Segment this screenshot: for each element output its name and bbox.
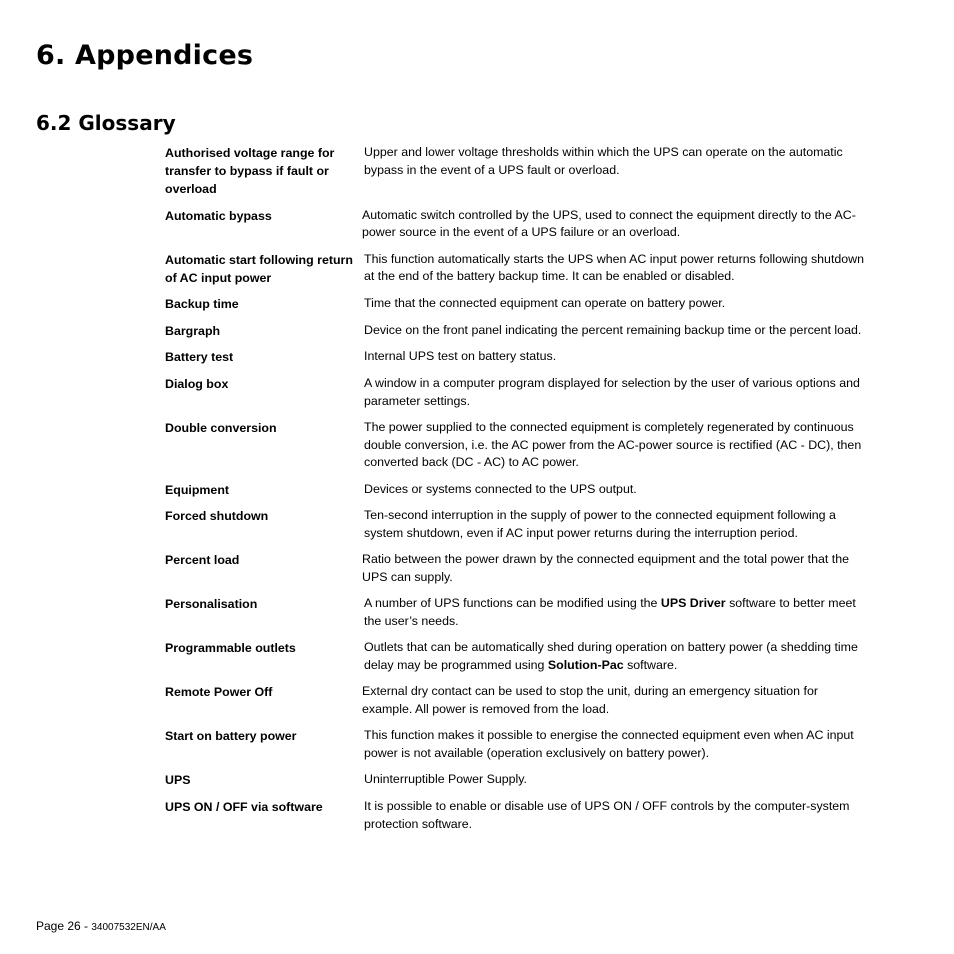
glossary-definition: The power supplied to the connected equipment is completely regenerated by continuous double conversion, i.e. the AC power from the AC-power source is rectified (AC - DC), then converted back (DC - AC) to AC power. [364, 419, 862, 470]
glossary-entry-battery-test [165, 348, 885, 366]
glossary-entry-ups [165, 771, 885, 789]
glossary-definition: This function automatically starts the UPS when AC input power returns following shutdown at the end of the battery backup time. It can be enabled or disabled. [364, 251, 865, 284]
document-reference: 34007532EN/AA [91, 922, 166, 933]
glossary-definition: External dry contact can be used to stop the unit, during an emergency situation for example. All power is removed from the load. [362, 684, 818, 716]
definition-text: software. [623, 657, 678, 672]
page-footer [36, 918, 166, 936]
glossary-term: Automatic start following return of AC input power [165, 252, 353, 285]
glossary-entry-programmable-outlets [165, 639, 885, 674]
glossary-term: Backup time [165, 297, 239, 312]
glossary-definition: Time that the connected equipment can operate on battery power. [364, 296, 726, 311]
glossary-term: Forced shutdown [165, 509, 269, 524]
glossary-term: Equipment [165, 482, 230, 497]
glossary-term: Remote Power Off [165, 685, 273, 700]
definition-text: A number of UPS functions can be modified using the [364, 596, 661, 611]
glossary-term: Personalisation [165, 597, 258, 612]
software-name: Solution-Pac [547, 657, 624, 672]
glossary-list [165, 144, 885, 842]
glossary-definition: Ten-second interruption in the supply of power to the connected equipment following a system shutdown, even if AC input power returns during the interruption period. [364, 508, 836, 540]
software-name: UPS Driver [660, 596, 726, 611]
glossary-entry-bargraph [165, 322, 885, 340]
glossary-entry-authorised-voltage-range [165, 144, 885, 198]
definition-text: Outlets that can be automatically shed during operation on battery power (a shedding time delay may be programmed using [364, 640, 858, 672]
glossary-definition: Uninterruptible Power Supply. [364, 772, 527, 787]
glossary-term: Bargraph [165, 323, 221, 338]
glossary-term: Automatic bypass [165, 208, 272, 223]
glossary-term: Dialog box [165, 376, 229, 391]
glossary-entry-backup-time [165, 295, 885, 313]
glossary-term: Percent load [165, 553, 240, 568]
glossary-definition: Automatic switch controlled by the UPS, used to connect the equipment directly to the AC-power source in the event of a UPS failure or an overload. [362, 207, 856, 240]
glossary-definition: Device on the front panel indicating the percent remaining backup time or the percent load. [364, 322, 862, 337]
glossary-definition: Devices or systems connected to the UPS output. [364, 481, 637, 496]
glossary-entry-forced-shutdown [165, 507, 885, 542]
glossary-term: Battery test [165, 350, 234, 365]
page-number: Page 26 - [36, 919, 92, 933]
chapter-title: 6. Appendices [36, 40, 254, 71]
glossary-definition: Upper and lower voltage thresholds within which the UPS can operate on the automatic bypass in the event of a UPS fault or overload. [364, 145, 843, 177]
glossary-entry-personalisation [165, 595, 885, 630]
glossary-entry-remote-power-off [165, 683, 885, 718]
glossary-term: Programmable outlets [165, 641, 296, 656]
glossary-entry-automatic-start [165, 251, 885, 287]
glossary-entry-start-on-battery [165, 727, 885, 762]
glossary-definition: Internal UPS test on battery status. [364, 349, 557, 364]
glossary-term: UPS [165, 773, 191, 788]
glossary-term: Double conversion [165, 420, 277, 435]
glossary-entry-ups-on-off-software [165, 798, 885, 833]
glossary-entry-percent-load [165, 551, 885, 586]
glossary-definition: Ratio between the power drawn by the connected equipment and the total power that the UPS can supply. [362, 552, 849, 584]
glossary-definition [364, 595, 864, 630]
glossary-term: Start on battery power [165, 729, 297, 744]
glossary-definition: A window in a computer program displayed for selection by the user of various options and parameter settings. [364, 375, 860, 408]
glossary-entry-automatic-bypass [165, 207, 885, 242]
section-title: 6.2 Glossary [36, 111, 176, 135]
glossary-term: UPS ON / OFF via software [165, 799, 323, 814]
glossary-definition [364, 639, 864, 674]
glossary-definition: This function makes it possible to energise the connected equipment even when AC input power is not available (operation exclusively on battery power). [364, 728, 854, 760]
definition-text: software to better meet the user’s needs. [364, 596, 856, 628]
glossary-entry-double-conversion [165, 419, 885, 472]
glossary-term: Authorised voltage range for transfer to bypass if fault or overload [165, 146, 335, 196]
glossary-entry-equipment [165, 481, 885, 499]
glossary-entry-dialog-box [165, 375, 885, 410]
glossary-definition: It is possible to enable or disable use of UPS ON / OFF controls by the computer-system protection software. [364, 798, 850, 831]
